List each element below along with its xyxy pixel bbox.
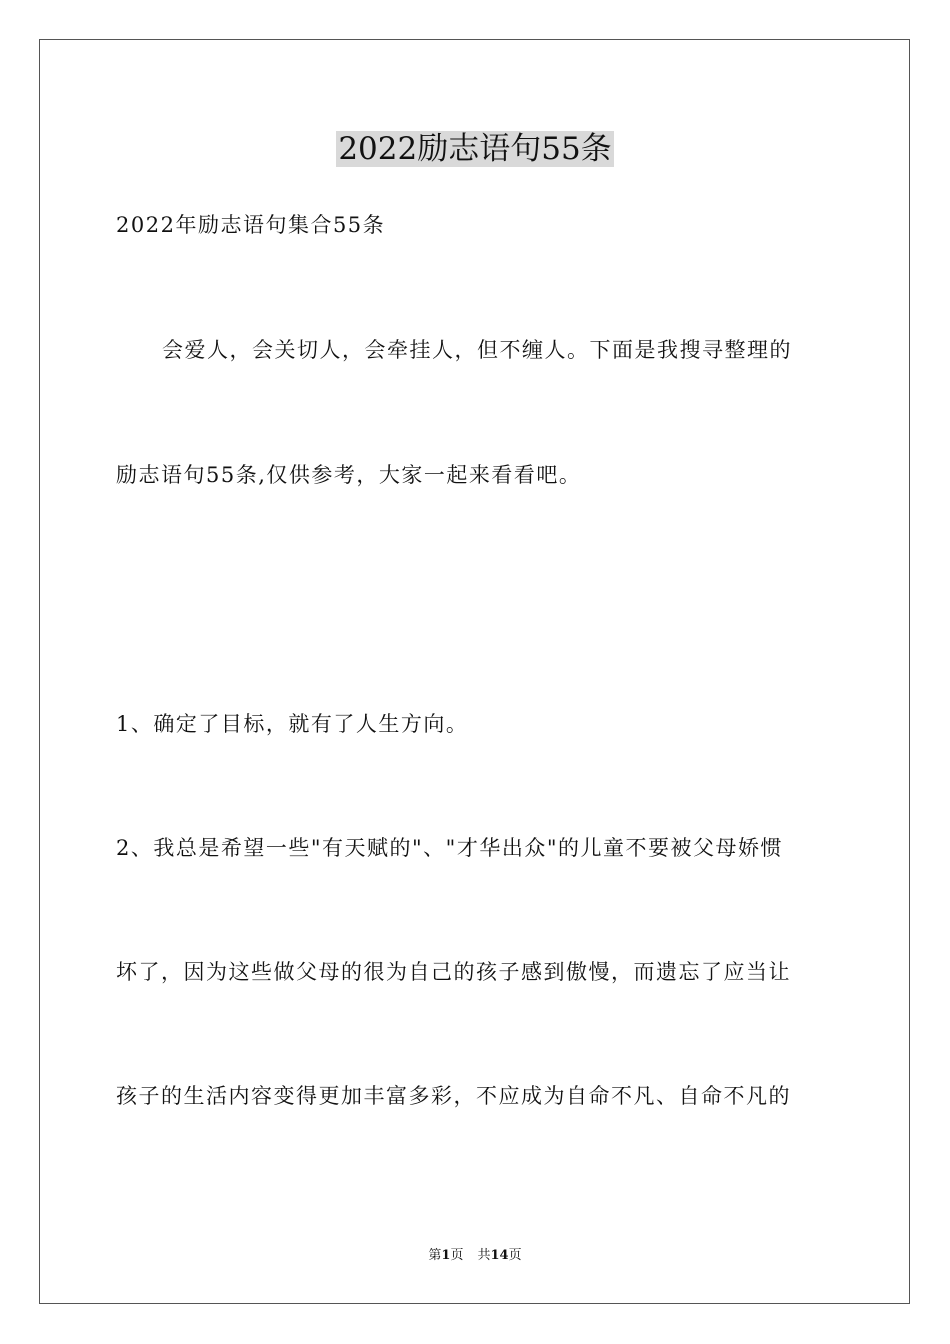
list-item-1: 1、确定了目标，就有了人生方向。 [116,712,469,736]
document-subtitle: 2022年励志语句集合55条 [116,213,386,237]
footer-page-number: 1 [441,1248,451,1263]
intro-paragraph-line-1: 会爱人，会关切人，会牵挂人，但不缠人。下面是我搜寻整理的 [162,338,792,362]
list-item-2-line-1: 2、我总是希望一些"有天赋的"、"才华出众"的儿童不要被父母娇惯 [116,836,783,860]
list-item-2-line-2: 坏了，因为这些做父母的很为自己的孩子感到傲慢，而遗忘了应当让 [116,960,791,984]
list-item-2-line-3: 孩子的生活内容变得更加丰富多彩，不应成为自命不凡、自命不凡的 [116,1084,791,1108]
document-title-text: 2022励志语句55条 [338,131,612,167]
footer-total-pages: 14 [490,1248,509,1263]
footer-page-suffix: 页 [450,1248,464,1263]
footer-total-prefix: 共 [477,1248,491,1263]
intro-paragraph-line-2: 励志语句55条,仅供参考，大家一起来看看吧。 [116,463,582,487]
footer-total-suffix: 页 [508,1248,522,1263]
footer-page-prefix: 第 [428,1248,442,1263]
page-footer [0,1247,950,1265]
document-title [0,128,950,170]
